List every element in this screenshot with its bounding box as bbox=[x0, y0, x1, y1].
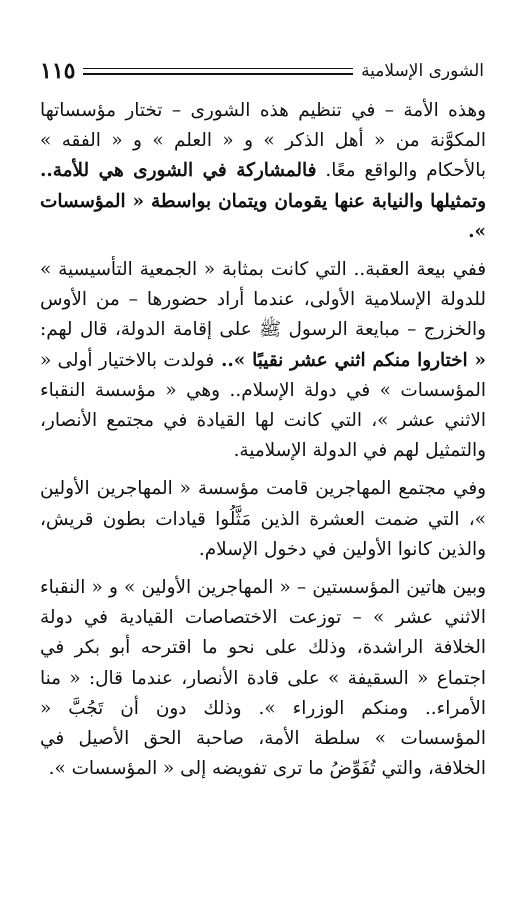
paragraph-3 bbox=[40, 474, 486, 565]
header-rule bbox=[83, 68, 353, 75]
body-text bbox=[40, 96, 486, 792]
paragraph-2-bold: « اختاروا منكم اثني عشر نقيبًا ».. bbox=[214, 349, 486, 371]
paragraph-1-bold: فالمشاركة في الشورى هي للأمة.. وتمثيلها والنيابة عنها يقومان ويتمان بواسطة « المؤسسات ». bbox=[40, 160, 486, 242]
paragraph-2 bbox=[40, 255, 486, 466]
paragraph-3-text: وفي مجتمع المهاجرين قامت مؤسسة « المهاجرين الأولين »، التي ضمت العشرة الذين مَثَّلُوا قيادات بطون قريش، والذين كانوا الأولين في دخول الإسلام. bbox=[40, 478, 486, 560]
running-title: الشورى الإسلامية bbox=[361, 61, 484, 81]
paragraph-2-text-a: ففي بيعة العقبة.. التي كانت بمثابة « الجمعية التأسيسية » للدولة الإسلامية الأولى، عندما أراد حضورها – من الأوس والخزرج – مبايعة الرسول ﷺ على إقامة الدولة، قال لهم: bbox=[40, 259, 486, 341]
paragraph-4-text: وبين هاتين المؤسستين – « المهاجرين الأولين » و « النقباء الاثني عشر » – توزعت الاختصاصات القيادية في دولة الخلافة الراشدة، وذلك على نحو ما اقترحه أبو بكر في اجتماع « السقيفة » على قادة الأنصار، عندما قال: « منا الأمراء.. ومنكم الوزراء ». وذلك دون أن تَجُبَّ « المؤسسات » سلطة الأمة، صاحبة الحق الأصيل في الخلافة، والتي تُفَوِّضُ ما ترى تفويضه إلى « المؤسسات ». bbox=[40, 577, 486, 780]
page-header bbox=[40, 58, 484, 84]
paragraph-1 bbox=[40, 96, 486, 247]
page-number: ١١٥ bbox=[40, 58, 76, 84]
paragraph-2-text-b: فولدت بالاختيار أولى « المؤسسات » في دولة الإسلام.. وهي « مؤسسة النقباء الاثني عشر »، التي كانت لها القيادة في مجتمع الأنصار، والتمثيل لهم في الدولة الإسلامية. bbox=[40, 349, 486, 462]
paragraph-4 bbox=[40, 573, 486, 784]
paragraph-1-text: وهذه الأمة – في تنظيم هذه الشورى – تختار مؤسساتها المكوَّنة من « أهل الذكر » و « العلم » و « الفقه » بالأحكام والواقع معًا. bbox=[40, 100, 486, 182]
